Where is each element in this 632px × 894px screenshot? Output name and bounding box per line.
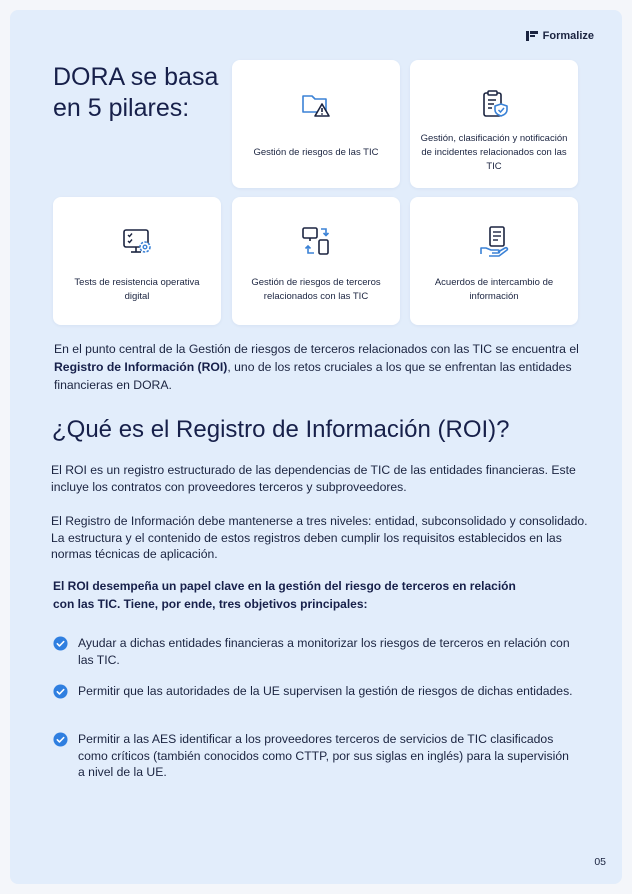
pillar-label: Gestión de riesgos de terceros relacionados con las TIC — [251, 277, 381, 302]
section-title: ¿Qué es el Registro de Información (ROI)? — [52, 416, 510, 443]
clipboard-shield-icon — [476, 86, 512, 122]
intro-text-before: En el punto central de la Gestión de riesgos de terceros relacionados con las TIC se encuentra el — [54, 342, 579, 356]
devices-sync-icon — [298, 223, 334, 259]
roi-definition-paragraph: El ROI es un registro estructurado de las dependencias de TIC de las entidades financieras. Este incluye los contratos con proveedores terceros y subproveedores. — [51, 463, 576, 494]
pillar-card-incidents — [410, 60, 578, 188]
objectives-lead: El ROI desempeña un papel clave en la gestión del riesgo de terceros en relación con las TIC. Tiene, por ende, tres objetivos principales: — [53, 579, 516, 611]
pillar-label: Gestión, clasificación y notificación de incidentes relacionados con las TIC — [420, 133, 568, 172]
headline-line-1: DORA se basa — [53, 63, 219, 91]
brand-logo — [526, 30, 594, 42]
objective-text: Permitir que las autoridades de la UE supervisen la gestión de riesgos de dichas entidades. — [78, 684, 573, 698]
page-number: 05 — [594, 856, 606, 868]
check-circle-icon — [53, 636, 68, 651]
pillar-label: Gestión de riesgos de las TIC — [253, 147, 379, 158]
check-circle-icon — [53, 684, 68, 699]
pillar-card-ict-risk — [232, 60, 400, 188]
pillar-label: Acuerdos de intercambio de información — [434, 277, 554, 302]
objective-item — [53, 635, 573, 668]
pillar-card-third-party — [232, 197, 400, 325]
pillar-card-info-sharing — [410, 197, 578, 325]
brand-name: Formalize — [542, 30, 594, 42]
objective-item — [53, 683, 573, 700]
pillars-headline — [53, 62, 223, 124]
formalize-logo-icon — [526, 31, 538, 41]
objective-text: Permitir a las AES identificar a los proveedores terceros de servicios de TIC clasificados como críticos (también conocidos como CTTP, por sus siglas en inglés) para la supervisión a nivel de la UE. — [78, 732, 569, 780]
objective-item — [53, 731, 573, 781]
monitor-gear-icon — [119, 223, 155, 259]
intro-paragraph — [54, 340, 594, 394]
intro-bold-roi: Registro de Información (ROI) — [54, 360, 228, 374]
pillar-card-resilience-tests — [53, 197, 221, 325]
roi-levels-paragraph: El Registro de Información debe mantenerse a tres niveles: entidad, subconsolidado y consolidado. La estructura y el contenido de estos registros deben cumplir los requisitos establecidos en las normas técnicas de aplicación. — [51, 514, 588, 562]
folder-warning-icon — [298, 86, 334, 122]
intro-text-after: , uno de los retos cruciales a los que se enfrentan las entidades financieras en DORA. — [54, 360, 572, 392]
headline-line-2: en 5 pilares: — [53, 94, 190, 122]
hand-document-icon — [476, 223, 512, 259]
pillar-label: Tests de resistencia operativa digital — [74, 277, 200, 302]
check-circle-icon — [53, 732, 68, 747]
objective-text: Ayudar a dichas entidades financieras a monitorizar los riesgos de terceros en relación con las TIC. — [78, 636, 570, 667]
document-page — [10, 10, 622, 884]
